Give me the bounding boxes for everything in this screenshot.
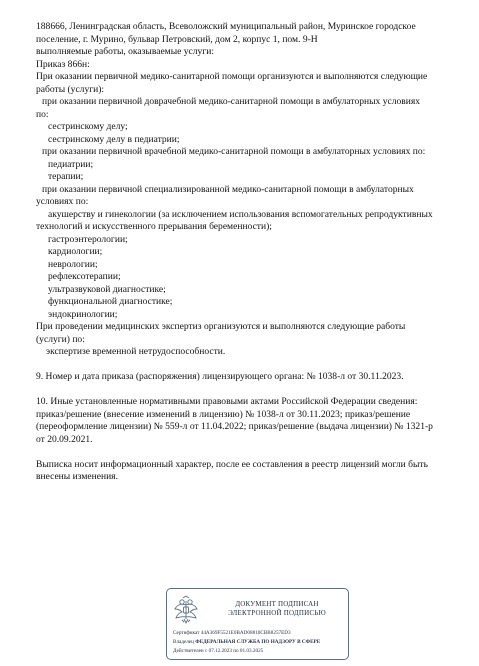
specialized-care-heading-2: условиях по:	[36, 196, 89, 207]
service-gastroenterology: гастроэнтерологии;	[48, 233, 128, 245]
section-10-line-4: от 20.09.2021.	[36, 433, 93, 445]
physician-care-heading: при оказании первичной врачебной медико-санитарной помощи в амбулаторных условиях по:	[42, 146, 426, 157]
service-reflexotherapy: рефлексотерапии;	[48, 271, 121, 282]
service-therapy: терапии;	[48, 171, 84, 182]
owner-row	[173, 638, 349, 647]
service-pediatric-nursing: сестринскому делу в педиатрии;	[48, 133, 180, 145]
service-disability-expertise: экспертизе временной нетрудоспособности.	[46, 346, 226, 357]
stamp-title-line-1: ДОКУМЕНТ ПОДПИСАН	[235, 600, 319, 608]
section-10-line-2: приказ/решение (внесение изменений в лицензию) № 1038-л от 30.11.2023; приказ/решение	[36, 408, 411, 420]
owner-value: ФЕДЕРАЛЬНАЯ СЛУЖБА ПО НАДЗОРУ В СФЕРЕ	[195, 639, 321, 645]
license-extract-page	[36, 21, 470, 484]
service-obstetrics-2: технологий и искусственного прерывания беременности);	[36, 221, 272, 232]
electronic-signature-stamp	[166, 588, 349, 660]
specialized-care-heading-1: при оказании первичной специализированной медико-санитарной помощи в амбулаторных	[42, 183, 414, 195]
order-866n-label: Приказ 866н:	[36, 58, 90, 70]
service-functional-diagnostics: функциональной диагностике;	[48, 296, 173, 307]
disclaimer-line-2: внесены изменения.	[36, 471, 118, 483]
stamp-title-line-2: ЭЛЕКТРОННОЙ ПОДПИСЬЮ	[228, 609, 326, 617]
section-9-order-number: 9. Номер и дата приказа (распоряжения) лицензирующего органа: № 1038-л от 30.11.2023.	[36, 371, 404, 383]
certificate-row	[173, 629, 349, 638]
address-line-2: поселение, г. Мурино, бульвар Петровский, дом 2, корпус 1, пом. 9-Н	[36, 33, 318, 45]
stamp-details	[173, 629, 349, 656]
service-pediatrics: педиатрии;	[48, 158, 94, 170]
prehospital-care-heading-2: по:	[36, 108, 49, 120]
primary-care-intro-1: При оказании первичной медико-санитарной помощи организуются и выполняются следующие	[36, 71, 428, 82]
validity-row: Действителен с 07.12.2023 по 01.03.2025	[173, 648, 264, 654]
primary-care-intro-2: работы (услуги):	[36, 83, 105, 95]
certificate-value: 44A369F5521E0BAD08810CBB8257ED3	[200, 630, 291, 636]
service-neurology: неврологии;	[48, 258, 98, 270]
expertise-intro-1: При проведении медицинских экспертиз организуются и выполняются следующие работы	[36, 321, 406, 332]
certificate-label: Сертификат	[173, 630, 200, 636]
service-cardiology: кардиологии;	[48, 246, 103, 257]
expertise-intro-2: (услуги) по:	[36, 333, 85, 345]
service-ultrasound: ультразвуковой диагностике;	[48, 283, 166, 295]
service-nursing: сестринскому делу;	[48, 121, 128, 132]
prehospital-care-heading-1: при оказании первичной доврачебной медико-санитарной помощи в амбулаторных условиях	[42, 96, 421, 107]
address-line-1: 188666, Ленинградская область, Всеволожский муниципальный район, Муринское городское	[36, 21, 416, 32]
service-obstetrics-1: акушерству и гинекологии (за исключением использования вспомогательных репродуктивных	[48, 208, 433, 220]
section-10-line-1: 10. Иные установленные нормативными правовыми актами Российской Федерации сведения:	[36, 396, 418, 408]
section-10-line-3: (переоформление лицензии) № 559-л от 11.04.2022; приказ/решение (выдача лицензии) № 1321-р	[36, 421, 433, 433]
service-endocrinology: эндокринологии;	[48, 308, 118, 320]
stamp-title	[207, 600, 347, 618]
coat-of-arms-icon	[173, 595, 199, 625]
works-services-label: выполняемые работы, оказываемые услуги:	[36, 46, 214, 57]
disclaimer-line-1: Выписка носит информационный характер, после ее составления в реестр лицензий могли быть	[36, 458, 428, 470]
owner-label: Владелец	[173, 639, 194, 645]
